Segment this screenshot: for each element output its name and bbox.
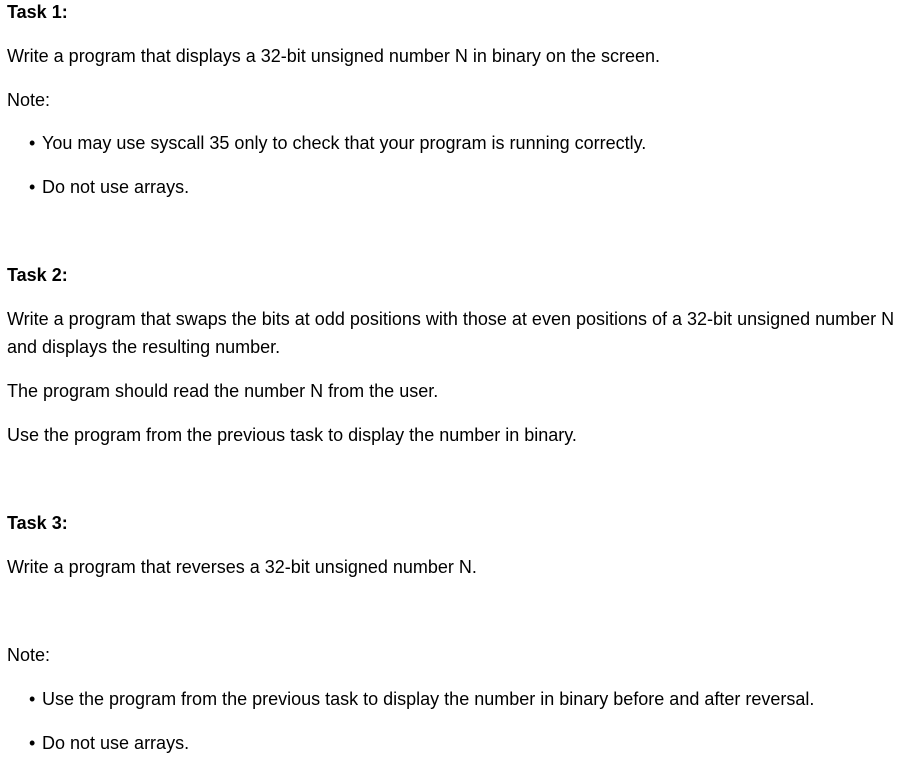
task1-note-label: Note: [7, 90, 51, 110]
task1-note-text: Do not use arrays. [42, 177, 190, 197]
task2-heading: Task 2: [7, 265, 68, 285]
task3-heading: Task 3: [7, 513, 68, 533]
task2-description: Write a program that swaps the bits at odd positions with those at even positions of a 32-bit unsigned number N and displays the resulting number. [7, 309, 895, 357]
task1-heading: Task 1: [7, 2, 68, 22]
task2-use-previous: Use the program from the previous task to display the number in binary. [7, 425, 577, 445]
task1-note-text: You may use syscall 35 only to check that your program is running correctly. [42, 133, 647, 153]
task1-description: Write a program that displays a 32-bit unsigned number N in binary on the screen. [7, 46, 661, 66]
bullet-icon: • [29, 177, 36, 197]
task3-note-label: Note: [7, 645, 51, 665]
task3-note-item [29, 732, 189, 754]
task3-note-item [29, 688, 814, 710]
task1-note-item [29, 176, 189, 198]
bullet-icon: • [29, 689, 36, 709]
bullet-icon: • [29, 133, 36, 153]
task2-read-input: The program should read the number N from the user. [7, 381, 439, 401]
task3-note-text: Use the program from the previous task to display the number in binary before and after reversal. [42, 689, 815, 709]
bullet-icon: • [29, 733, 36, 753]
task3-note-text: Do not use arrays. [42, 733, 190, 753]
task3-description: Write a program that reverses a 32-bit unsigned number N. [7, 557, 477, 577]
task1-note-item [29, 132, 646, 154]
